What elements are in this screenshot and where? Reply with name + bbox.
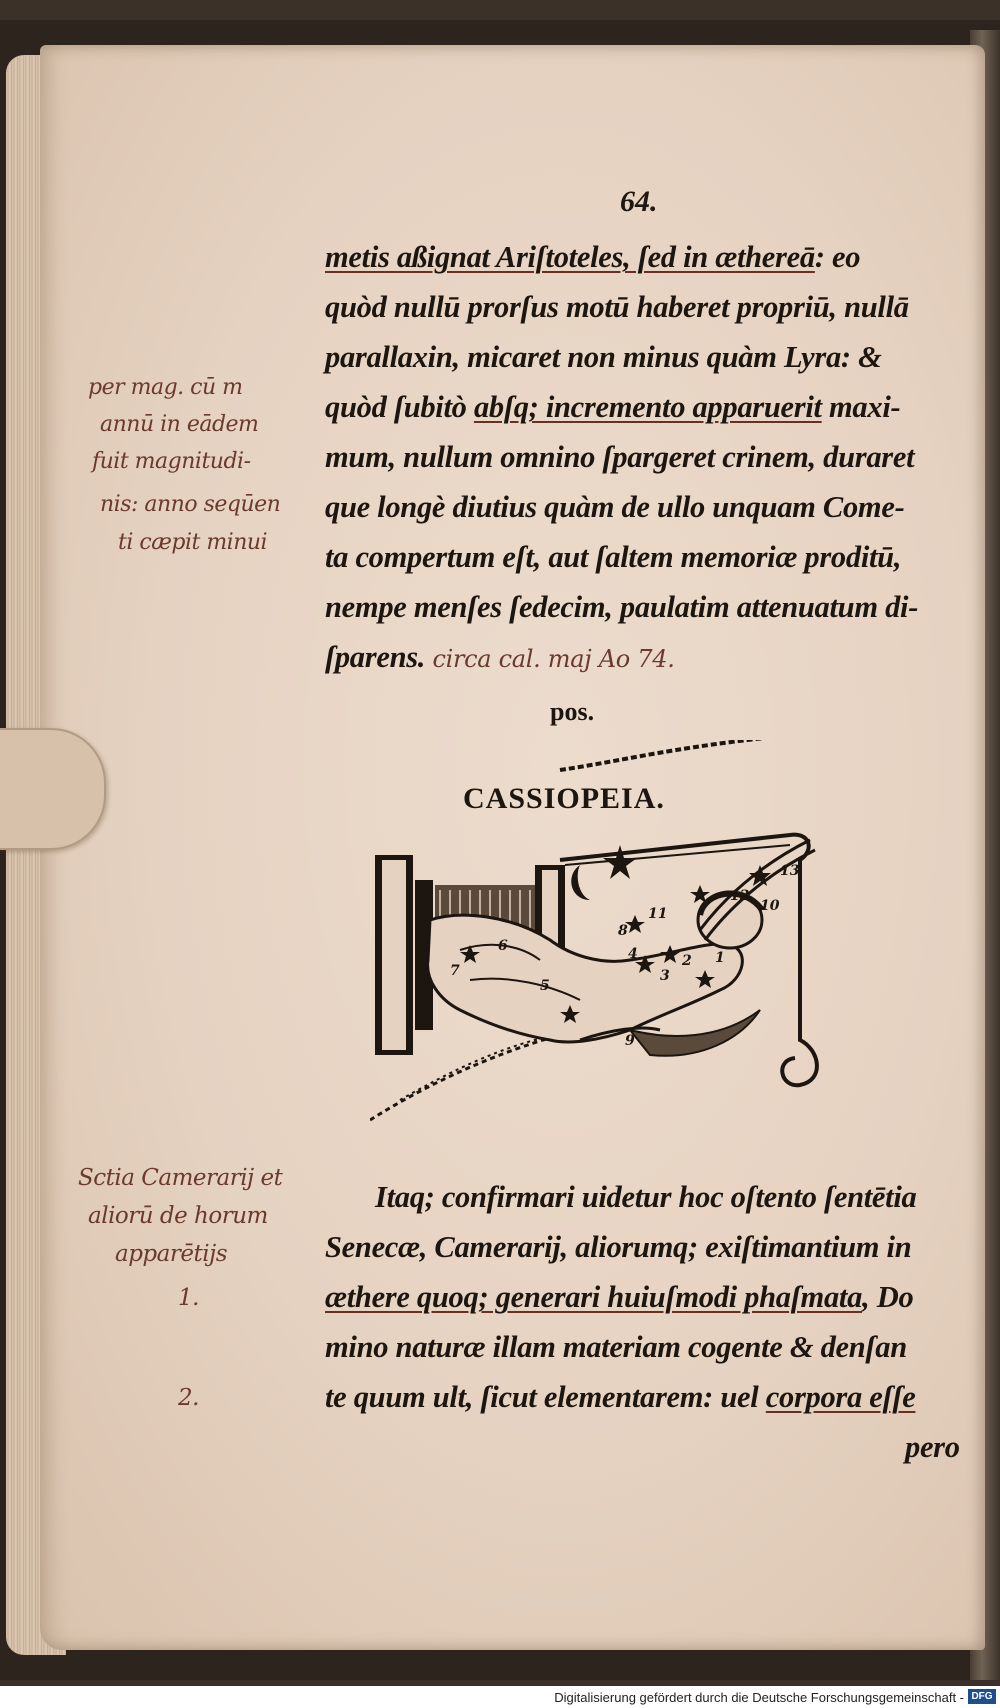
star-label: 5: [540, 978, 550, 994]
text-line-3: parallaxin, micaret non minus quàm Lyra: &: [325, 340, 882, 374]
text-line-2: quòd nullū prorſus motū haberet propriū, nullā: [325, 290, 909, 324]
underlined-phrase: æthere quoq; generari huiuſmodi phaſmata: [325, 1280, 863, 1314]
text-line-4: quòd ſubitò abſq; incremento apparuerit maxi-: [325, 390, 901, 424]
margin-note-line: Sctia Camerarij et: [78, 1165, 283, 1191]
margin-note-number: 2.: [178, 1385, 199, 1411]
footer-text: Digitalisierung gefördert durch die Deutsche Forschungsgemeinschaft -: [554, 1690, 964, 1705]
star-label: 13: [780, 863, 800, 879]
text-line-10: Itaq; confirmari uidetur hoc oſtento ſentētia: [375, 1180, 917, 1214]
underlined-phrase: metis aßignat Ariſtoteles, ſed in æthereā: [325, 240, 815, 274]
text-line-13: mino naturæ illam materiam cogente & denſan: [325, 1330, 907, 1364]
star-label: 9: [625, 1033, 635, 1049]
text-line-11: Senecæ, Camerarij, aliorumq; exiſtimantium in: [325, 1230, 912, 1264]
underlined-phrase: abſq; incremento apparuerit: [473, 390, 822, 424]
footer-bar: [0, 1686, 1000, 1708]
text-line-9: ſparens. circa cal. maj Ao 74.: [325, 640, 675, 674]
catchword: pero: [905, 1430, 960, 1464]
figure-caption: CASSIOPEIA.: [463, 782, 665, 815]
margin-note-line: apparētijs: [115, 1241, 228, 1267]
page-clip: [0, 728, 106, 850]
star-label: 12: [730, 888, 750, 904]
page-number: 64.: [620, 185, 658, 218]
text-line-7: ta compertum eſt, aut ſaltem memoriæ proditū,: [325, 540, 902, 574]
text-line-14: te quum ult, ſicut elementarem: uel corpora eſſe: [325, 1380, 916, 1414]
star-label: 2: [682, 953, 692, 969]
margin-note-number: 1.: [178, 1285, 199, 1311]
margin-note-line: nis: anno seqūen: [100, 492, 281, 517]
star-label: 1: [715, 950, 725, 966]
text-line-6: que longè diutius quàm de ullo unquam Come-: [325, 490, 905, 524]
star-label: 8: [618, 923, 628, 939]
margin-note-line: per mag. cū m: [88, 375, 243, 400]
star-label: 7: [450, 963, 460, 979]
text-line-8: nempe menſes ſedecim, paulatim attenuatum di-: [325, 590, 919, 624]
star-label: 3: [660, 968, 670, 984]
margin-note-line: aliorū de horum: [88, 1203, 268, 1229]
inline-handwritten-note: circa cal. maj Ao 74.: [432, 645, 675, 673]
pos-mark: pos.: [550, 697, 595, 726]
margin-note-line: fuit magnitudi-: [92, 449, 251, 474]
margin-note-line: ti cæpit minui: [118, 530, 268, 555]
star-label: 11: [648, 906, 668, 922]
text-line-1: metis aßignat Ariſtoteles, ſed in æthereā: eo: [325, 240, 861, 274]
star-label: 4: [628, 946, 638, 962]
dfg-logo-icon: DFG: [968, 1689, 996, 1704]
star-label: 10: [760, 898, 780, 914]
text-line-12: æthere quoq; generari huiuſmodi phaſmata, Do: [325, 1280, 914, 1314]
margin-note-line: annū in eādem: [100, 412, 259, 437]
text-line-5: mum, nullum omnino ſpargeret crinem, duraret: [325, 440, 915, 474]
underlined-phrase: corpora eſſe: [765, 1380, 916, 1414]
star-label: 6: [498, 938, 508, 954]
